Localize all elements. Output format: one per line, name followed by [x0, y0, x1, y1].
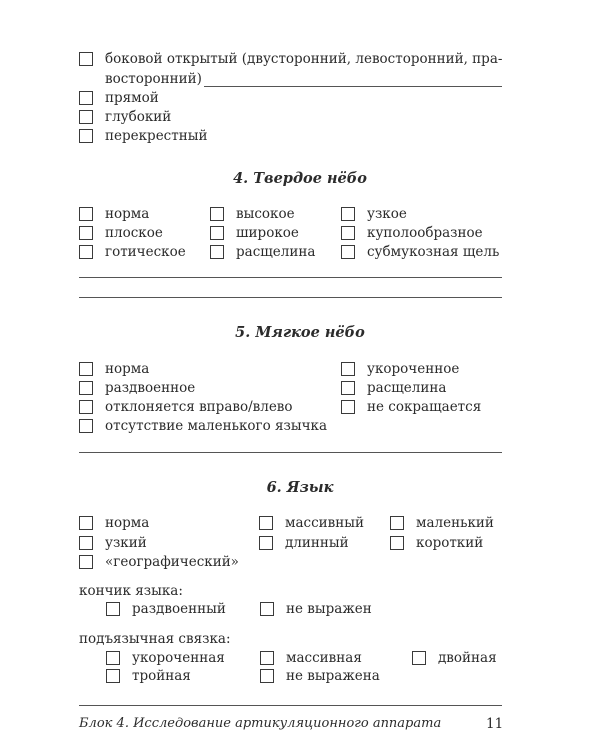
- checkbox[interactable]: [210, 226, 224, 240]
- option-label: отклоняется вправо/влево: [105, 399, 293, 415]
- option-hp-narrow[interactable]: [341, 205, 407, 223]
- checkbox[interactable]: [79, 362, 93, 376]
- option-label-continued: восторонний): [105, 71, 202, 87]
- checkbox[interactable]: [390, 536, 404, 550]
- option-straight[interactable]: [79, 89, 159, 107]
- checkbox[interactable]: [79, 245, 93, 259]
- option-t-long[interactable]: [259, 534, 349, 552]
- option-label: длинный: [285, 535, 349, 551]
- option-fr-massive[interactable]: [260, 649, 362, 667]
- option-sp-no-contract[interactable]: [341, 398, 481, 416]
- option-label: не выражена: [286, 668, 380, 684]
- option-hp-cleft[interactable]: [210, 243, 315, 261]
- option-label: двойная: [438, 650, 497, 666]
- option-label: куполообразное: [367, 225, 483, 241]
- option-label: расщелина: [236, 244, 316, 260]
- option-tip-bifid[interactable]: [106, 600, 226, 618]
- option-t-massive[interactable]: [259, 514, 364, 532]
- option-deep[interactable]: [79, 108, 171, 126]
- checkbox[interactable]: [106, 669, 120, 683]
- option-label: узкий: [105, 535, 147, 551]
- option-fr-short[interactable]: [106, 649, 225, 667]
- option-sp-cleft[interactable]: [341, 379, 446, 397]
- checkbox[interactable]: [210, 245, 224, 259]
- option-t-geographic[interactable]: [79, 553, 239, 571]
- checkbox[interactable]: [79, 52, 93, 66]
- option-t-small[interactable]: [390, 514, 494, 532]
- checkbox[interactable]: [390, 516, 404, 530]
- checkbox[interactable]: [341, 207, 355, 221]
- option-fr-unexpressed[interactable]: [260, 667, 380, 685]
- checkbox[interactable]: [79, 226, 93, 240]
- option-tip-unexpressed[interactable]: [260, 600, 372, 618]
- option-label: укороченное: [367, 361, 460, 377]
- page-number: 11: [486, 716, 504, 732]
- option-label: плоское: [105, 225, 163, 241]
- option-hp-wide[interactable]: [210, 224, 299, 242]
- option-label: перекрестный: [105, 128, 208, 144]
- option-t-short[interactable]: [390, 534, 483, 552]
- option-label: укороченная: [132, 650, 225, 666]
- option-hp-submucous[interactable]: [341, 243, 499, 261]
- checkbox[interactable]: [106, 651, 120, 665]
- option-sp-short[interactable]: [341, 360, 459, 378]
- checkbox[interactable]: [341, 362, 355, 376]
- checkbox[interactable]: [341, 381, 355, 395]
- option-hp-gothic[interactable]: [79, 243, 186, 261]
- option-label: маленький: [416, 515, 494, 531]
- option-label: глубокий: [105, 109, 172, 125]
- checkbox[interactable]: [79, 555, 93, 569]
- tongue-tip-label: кончик языка:: [79, 583, 183, 599]
- option-label: расщелина: [367, 380, 447, 396]
- option-label: массивная: [286, 650, 362, 666]
- fill-line[interactable]: [79, 297, 502, 298]
- checkbox[interactable]: [79, 516, 93, 530]
- option-sp-norm[interactable]: [79, 360, 149, 378]
- fill-line[interactable]: [79, 452, 502, 453]
- soft-palate-heading: 5. Мягкое нёбо: [235, 324, 365, 341]
- option-hp-norm[interactable]: [79, 205, 149, 223]
- checkbox[interactable]: [341, 245, 355, 259]
- page-footer: Блок 4. Исследование артикуляционного аппарата: [79, 716, 442, 731]
- checkbox[interactable]: [259, 516, 273, 530]
- option-label: прямой: [105, 90, 159, 106]
- option-label: готическое: [105, 244, 186, 260]
- checkbox[interactable]: [260, 669, 274, 683]
- checkbox[interactable]: [79, 110, 93, 124]
- hard-palate-heading: 4. Твердое нёбо: [233, 170, 367, 187]
- option-label: короткий: [416, 535, 484, 551]
- checkbox[interactable]: [259, 536, 273, 550]
- option-label: норма: [105, 206, 150, 222]
- option-label: норма: [105, 515, 150, 531]
- checkbox[interactable]: [210, 207, 224, 221]
- checkbox[interactable]: [79, 207, 93, 221]
- option-cross[interactable]: [79, 127, 207, 145]
- option-hp-dome[interactable]: [341, 224, 483, 242]
- checkbox[interactable]: [79, 536, 93, 550]
- checkbox[interactable]: [412, 651, 426, 665]
- checkbox[interactable]: [79, 91, 93, 105]
- checkbox[interactable]: [260, 602, 274, 616]
- option-sp-bifid[interactable]: [79, 379, 195, 397]
- option-sp-no-uvula[interactable]: [79, 417, 327, 435]
- option-label: раздвоенное: [105, 380, 196, 396]
- fill-line[interactable]: [79, 705, 502, 706]
- checkbox[interactable]: [106, 602, 120, 616]
- checkbox[interactable]: [79, 400, 93, 414]
- checkbox[interactable]: [79, 419, 93, 433]
- option-label: норма: [105, 361, 150, 377]
- option-label: боковой открытый (двусторонний, левосторонний, пра-: [105, 51, 503, 67]
- option-label: тройная: [132, 668, 191, 684]
- option-label: массивный: [285, 515, 365, 531]
- option-t-norm[interactable]: [79, 514, 149, 532]
- checkbox[interactable]: [260, 651, 274, 665]
- checkbox[interactable]: [341, 226, 355, 240]
- frenulum-label: подъязычная связка:: [79, 631, 231, 647]
- checkbox[interactable]: [79, 129, 93, 143]
- option-label: высокое: [236, 206, 295, 222]
- option-label: не выражен: [286, 601, 372, 617]
- tongue-heading: 6. Язык: [266, 479, 334, 496]
- option-label: отсутствие маленького язычка: [105, 418, 328, 434]
- fill-line[interactable]: [204, 86, 502, 87]
- option-sp-deviates[interactable]: [79, 398, 293, 416]
- option-fr-double[interactable]: [412, 649, 497, 667]
- option-label: не сокращается: [367, 399, 482, 415]
- fill-line[interactable]: [79, 277, 502, 278]
- option-label: широкое: [236, 225, 299, 241]
- option-label: узкое: [367, 206, 407, 222]
- checkbox[interactable]: [79, 381, 93, 395]
- option-hp-flat[interactable]: [79, 224, 163, 242]
- option-label: субмукозная щель: [367, 244, 500, 260]
- option-label: раздвоенный: [132, 601, 226, 617]
- option-label: «географический»: [105, 554, 239, 570]
- option-lateral-open[interactable]: [79, 50, 502, 68]
- option-t-narrow[interactable]: [79, 534, 147, 552]
- checkbox[interactable]: [341, 400, 355, 414]
- option-hp-high[interactable]: [210, 205, 295, 223]
- option-fr-triple[interactable]: [106, 667, 191, 685]
